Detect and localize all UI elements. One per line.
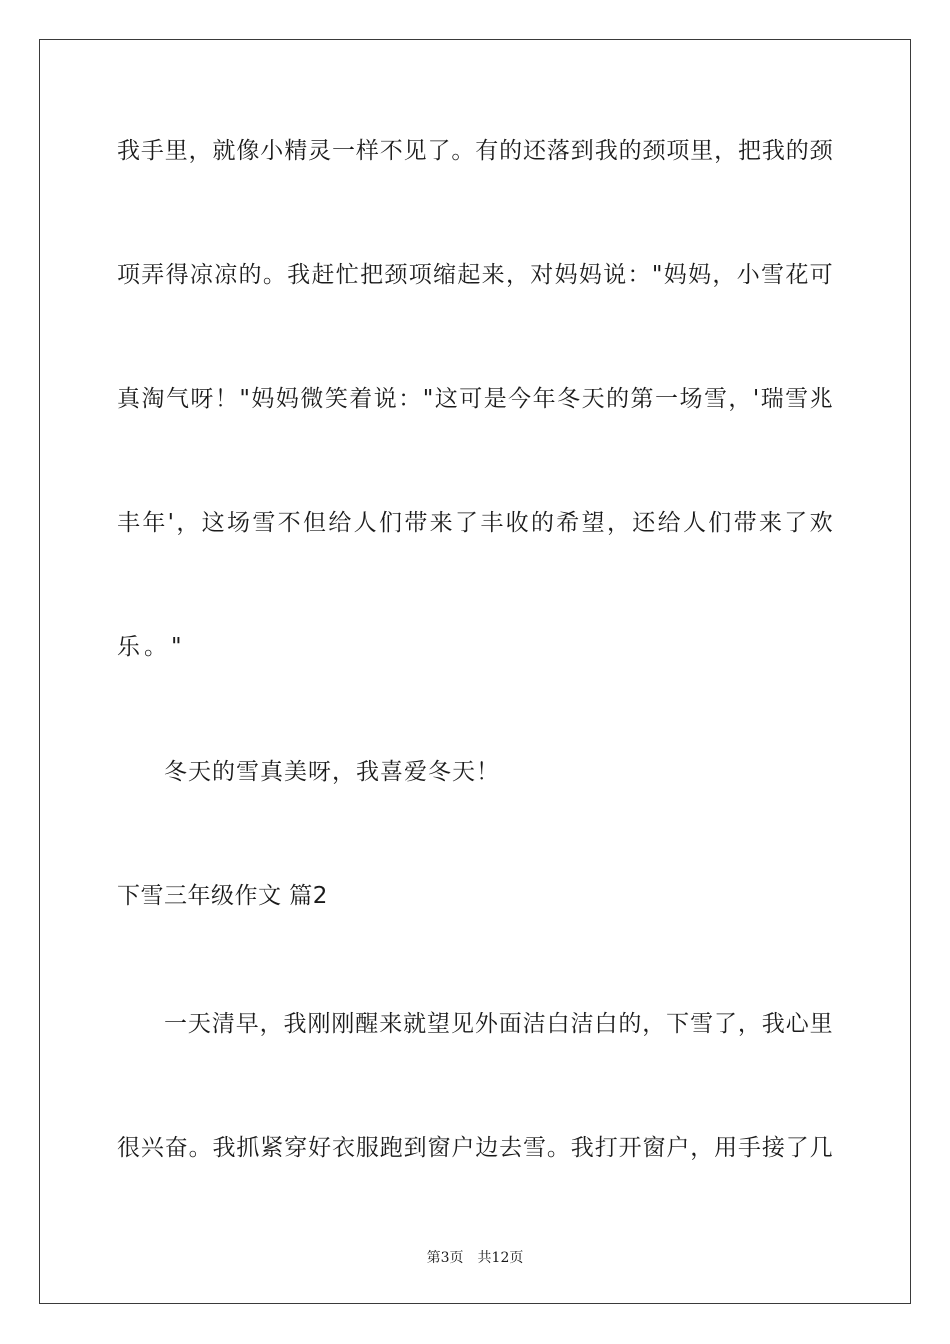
paragraph-line-7: 一天清早，我刚刚醒来就望见外面洁白洁白的，下雪了，我心里 <box>164 1011 833 1037</box>
paragraph-line-5: 乐。" <box>117 634 186 660</box>
paragraph-line-1: 我手里，就像小精灵一样不见了。有的还落到我的颈项里，把我的颈 <box>117 138 833 164</box>
page-total: 共12页 <box>477 1250 524 1266</box>
section-heading: 下雪三年级作文 篇2 <box>117 883 328 909</box>
paragraph-line-2: 项弄得凉凉的。我赶忙把颈项缩起来，对妈妈说："妈妈，小雪花可 <box>117 262 833 288</box>
page-border <box>39 39 911 1304</box>
paragraph-line-8: 很兴奋。我抓紧穿好衣服跑到窗户边去雪。我打开窗户，用手接了几 <box>117 1135 833 1161</box>
page-number: 第3页 <box>426 1250 464 1266</box>
page-footer <box>0 1247 950 1267</box>
paragraph-line-6: 冬天的雪真美呀，我喜爱冬天！ <box>164 759 500 785</box>
paragraph-line-3: 真淘气呀！"妈妈微笑着说："这可是今年冬天的第一场雪，'瑞雪兆 <box>117 386 833 412</box>
paragraph-line-4: 丰年'，这场雪不但给人们带来了丰收的希望，还给人们带来了欢 <box>117 510 833 536</box>
